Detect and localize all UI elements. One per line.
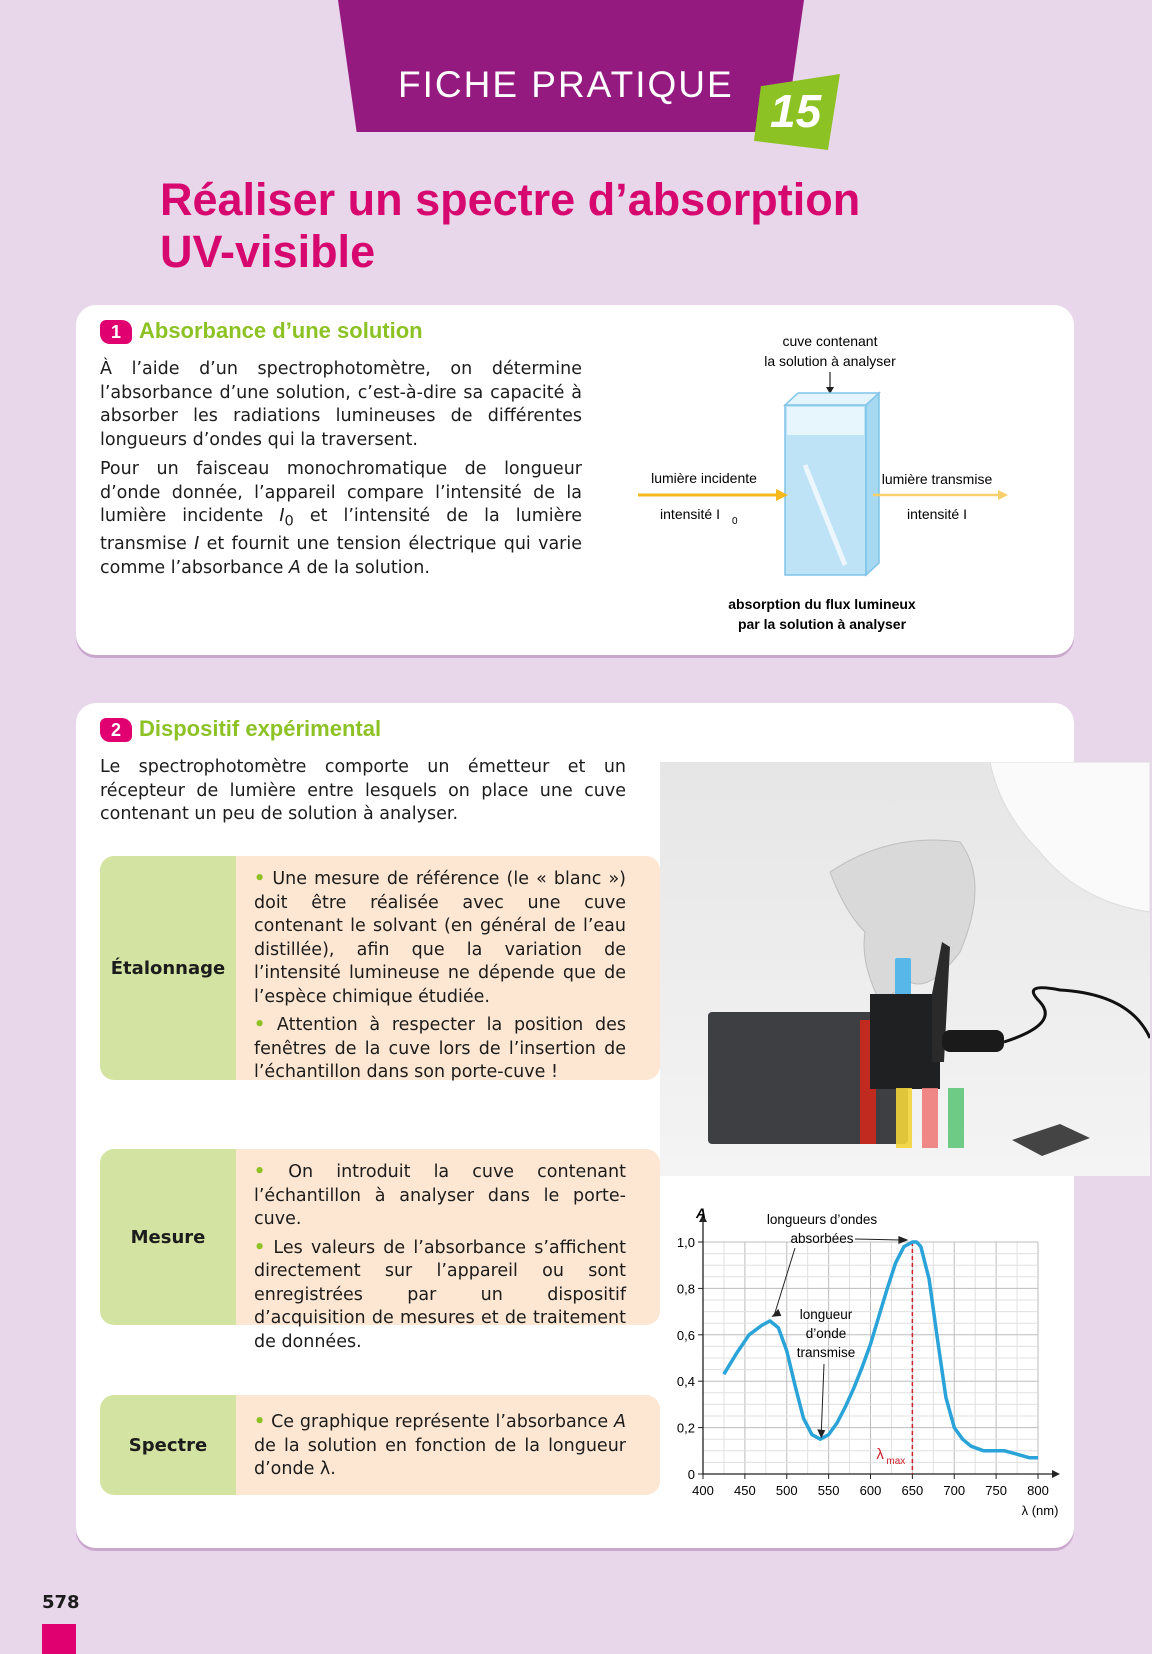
section-1-title: Absorbance d’une solution <box>139 318 423 343</box>
transmitted-label: lumière transmise <box>881 471 993 487</box>
x-tick-label: 700 <box>943 1483 966 1498</box>
annotation-transmitted-2: d’onde <box>805 1326 847 1341</box>
annotation-absorbed-pointer-2 <box>855 1239 900 1240</box>
page-title <box>160 174 860 278</box>
x-tick-label: 400 <box>692 1483 714 1498</box>
y-tick-label: 0,6 <box>676 1327 695 1343</box>
header-label: FICHE PRATIQUE <box>398 64 734 105</box>
row-spectre-label: Spectre <box>100 1395 236 1495</box>
x-tick-label: 500 <box>775 1483 798 1498</box>
transmitted-intensity: intensité I <box>907 506 967 522</box>
incident-intensity: intensité I <box>660 506 720 522</box>
x-tick-label: 550 <box>817 1483 840 1498</box>
section-1-number: 1 <box>100 320 132 344</box>
bullet-icon: • <box>254 1162 266 1182</box>
header-number: 15 <box>770 85 822 137</box>
y-tick-label: 0,4 <box>676 1374 695 1390</box>
page-title-line2: UV-visible <box>160 226 376 277</box>
incident-label: lumière incidente <box>651 470 757 486</box>
x-tick-label: 450 <box>734 1483 756 1498</box>
annotation-transmitted-1: longueur <box>799 1307 853 1322</box>
row-mesure-label: Mesure <box>100 1149 236 1325</box>
page-title-line1: Réaliser un spectre d’absorption <box>160 174 861 225</box>
cuvette-yellow <box>896 1088 912 1148</box>
cuve-top <box>785 393 879 405</box>
incident-intensity-sub: 0 <box>732 516 738 527</box>
row-etalonnage-label: Étalonnage <box>100 856 236 1080</box>
row-etalonnage-body: • Une mesure de référence (le « blanc ») doit être réalisée avec une cuve contenant le solvant (en général de l’eau distillée), afin que la variation de l’intensité lumineuse ne dépende que de l’espèce chimique étudiée. • Attention à respecter la position des fenêtres de la cuve lors de l’insertion de l’échantillon dans son porte-cuve ! <box>236 856 660 1080</box>
cuvette-holder <box>870 994 940 1089</box>
cuvette-red <box>922 1088 938 1148</box>
x-tick-label: 750 <box>985 1483 1007 1498</box>
bullet-icon: • <box>254 1237 266 1258</box>
annotation-absorbed-pointer-1 <box>774 1248 795 1315</box>
section-1-paragraph-2: Pour un faisceau monochromatique de longueur d’onde donnée, l’appareil compare l’intensité de la lumière incidente $I_0$ et l’intensité de la lumière transmise I et fournit une tension électrique qui varie comme l’absorbance A de la solution. <box>100 459 582 578</box>
cuve-diagram <box>630 325 1010 645</box>
page-number-tab <box>42 1624 76 1654</box>
page-number: 578 <box>42 1592 80 1613</box>
cuve-side <box>866 393 879 575</box>
absorbance-spectrum-chart <box>660 1206 1060 1530</box>
bullet-icon: • <box>254 1015 266 1035</box>
bullet-icon: • <box>254 1412 266 1432</box>
annotation-absorbed-1: longueurs d’ondes <box>766 1212 878 1227</box>
y-tick-label: 0,2 <box>676 1420 695 1436</box>
row-mesure-body: • On introduit la cuve contenant l’échantillon à analyser dans le porte-cuve. • Les valeurs de l’absorbance s’affichent directement sur l’appareil ou sont enregistrées par un dispositif d’acquisition de mesures et de traitement de données. <box>236 1149 660 1325</box>
bullet-icon: • <box>254 869 266 889</box>
annotation-absorbed-arrowhead-2 <box>898 1236 908 1244</box>
x-axis-label: λ (nm) <box>1021 1503 1059 1518</box>
section-2-intro: Le spectrophotomètre comporte un émetteur et un récepteur de lumière entre lesquels on place une cuve contenant un peu de solution à analyser. <box>100 757 626 824</box>
annotation-absorbed-2: absorbées <box>790 1231 854 1246</box>
annotation-transmitted-pointer <box>821 1364 824 1433</box>
absorption-label-1: absorption du flux lumineux <box>728 596 916 612</box>
cuve-label-1: cuve contenant <box>782 333 878 349</box>
x-tick-label: 650 <box>901 1483 924 1498</box>
y-tick-label: 1,0 <box>676 1235 695 1250</box>
lambda-max-sub: max <box>886 1456 906 1467</box>
row-spectre-body: • Ce graphique représente l’absorbance A de la solution en fonction de la longueur d’onde λ. <box>236 1395 660 1495</box>
annotation-transmitted-3: transmise <box>796 1345 856 1360</box>
x-tick-label: 600 <box>859 1483 882 1498</box>
section-1-text <box>100 358 582 586</box>
absorption-label-2: par la solution à analyser <box>737 616 907 632</box>
spectrophotometer-photo <box>660 762 1150 1176</box>
cable-connector <box>942 1030 1004 1052</box>
section-1-paragraph-1: À l’aide d’un spectrophotomètre, on détermine l’absorbance d’une solution, c’est-à-dire sa capacité à absorber les radiations lumineuses de différentes longueurs d’ondes qui la traversent. <box>100 359 582 450</box>
x-axis-arrow <box>1052 1470 1060 1478</box>
lambda-max-symbol: λ <box>876 1446 884 1463</box>
absorbance-curve <box>724 1242 1038 1458</box>
section-2-title: Dispositif expérimental <box>139 716 382 741</box>
y-tick-label: 0,8 <box>676 1281 695 1297</box>
cuvette-green <box>948 1088 964 1148</box>
y-tick-label: 0 <box>687 1467 695 1482</box>
cuve-air-gap <box>787 407 864 435</box>
y-axis-label: A <box>695 1206 707 1221</box>
transmitted-arrow-head <box>998 490 1008 500</box>
section-2-number: 2 <box>100 718 132 742</box>
cuve-label-2: la solution à analyser <box>764 353 896 369</box>
x-tick-label: 800 <box>1027 1483 1049 1498</box>
